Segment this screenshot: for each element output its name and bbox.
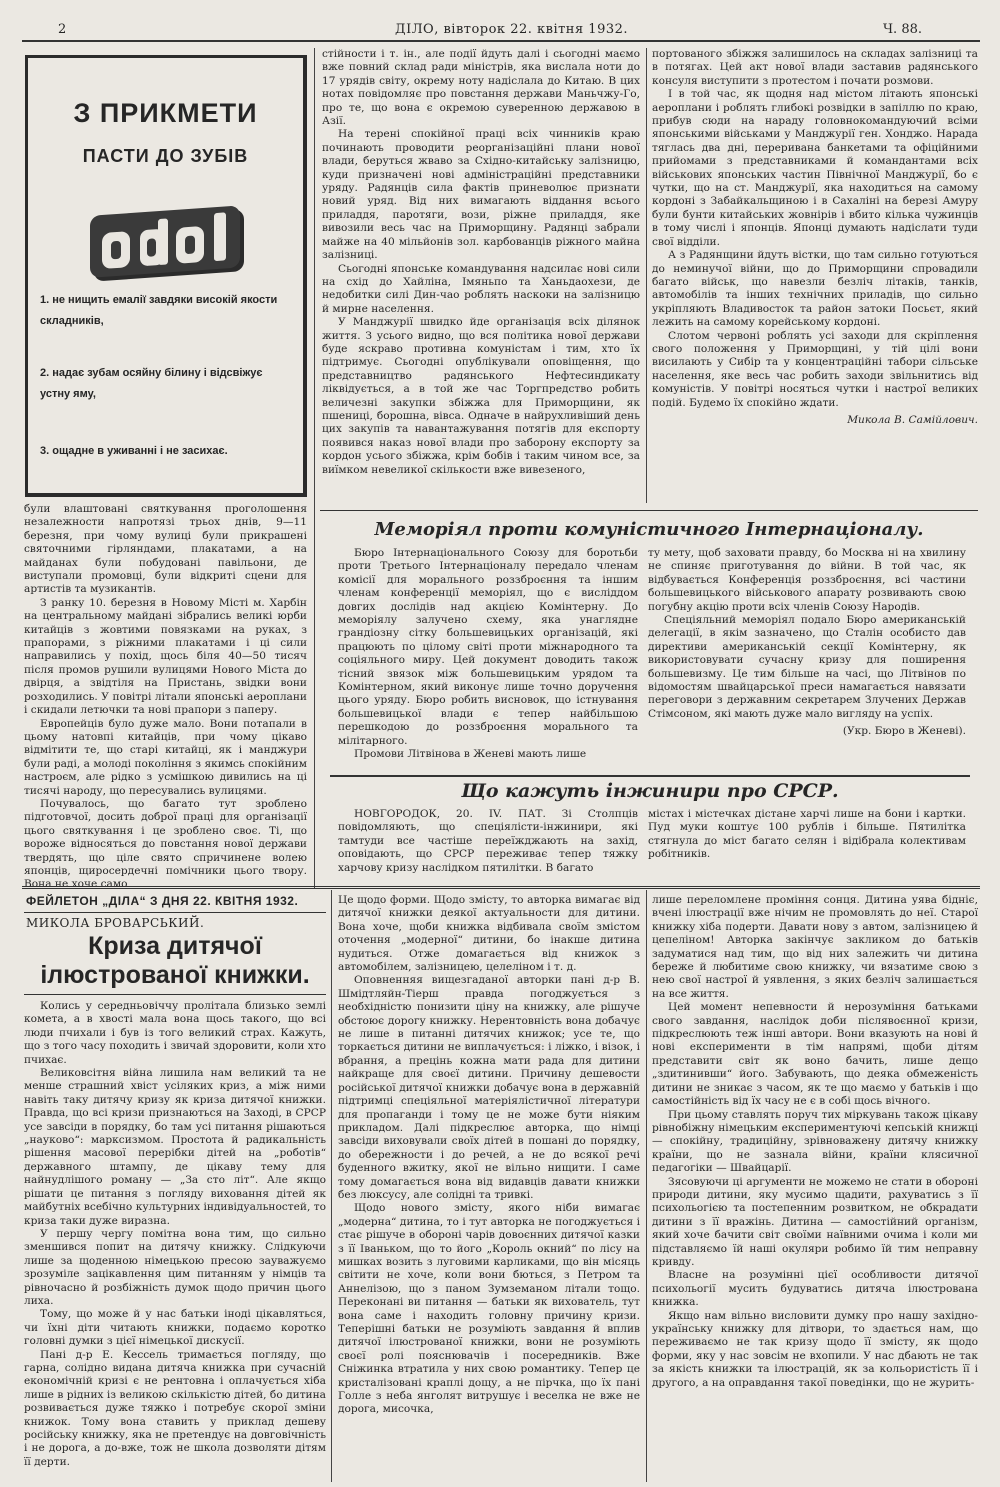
column-rule xyxy=(314,48,315,888)
engineers-title: Що кажуть інжинири про СРСР. xyxy=(461,780,839,802)
paragraph: стійности і т. ін., але події йдуть далі і сьогодні маємо вже повний склад ради міністрів, яка вислала ноти до 17 урядів світу, окрему ноту надіслала до Китаю. В цих нотах повідомляє про повстання держави Маньчжу-Го, про те, що вона є окремою суверенною державою в Азії. xyxy=(322,48,640,128)
ad-item-3: 3. ощадне в уживанні і не засихає. xyxy=(40,445,228,457)
memorial-title: Меморіял проти комуністичного Інтернаціоналу. xyxy=(374,519,924,540)
issue-number: Ч. 88. xyxy=(883,22,922,37)
odol-logo-icon xyxy=(88,198,248,288)
section-rule xyxy=(330,775,970,777)
feuilleton-col-2 xyxy=(338,894,640,1480)
paragraph: Оповненняя вищезгаданої авторки пані д-р В. Шмідтляйн-Тіерш правда погоджується з необхідністю понизити ціну на книжку, але рішуче обстоює дорогу книжку. Нерентовність вона добачує не лише в питанні дитячих книжок; усе те, що торкається дитини не виплачується: і ліжко, і візок, і вбрання, а прецінь кожна мати рада для дитини найкраще для своєї дитини. Причину дешевости російської дитячої книжки добачує вона в державній підтримці спеціяльної матеріялістичної літератури для пропаганди і тому це не може бути ніяким прикладом. Далі підкреслює авторка, що німці завсіди виховували своїх дітей в пошані до порядку, до обережности і до речей, а не до всякої речі буденного вжитку, якої не вільно нищити. І саме тому домагається вона від видавців давати книжки без люксусу, але солідні та тривкі. xyxy=(338,974,640,1201)
paragraph: портованого збіжжя залишилось на складах залізниці та в потягах. Цей акт нової влади заставив радянського консуля виступити з протестом і почати розмови. xyxy=(652,48,978,87)
paragraph: Бюро Інтернаціонального Союзу для боротьби проти Третього Інтернаціоналу передало членам комісії для морального роззброєння та іншим членам конференції меморіял, що є висліддом довгих дослідів над акцією Комінтерну. До меморіялу залучено схему, яка унаглядне грандіозну сітку большевицьких організацій, які працюють по цілому світі проти міжнародного та соціяльного миру. Цей документ доводить також тісний звязок між большевицьким урядом та Комінтерном, який виконує лише точно доручення цього уряду. Бюро робить висновок, що істнування большевицької влади є тепер найбільшою перешкодою до роззброєння морального та мілітарного. xyxy=(338,547,638,747)
paragraph: ту мету, щоб заховати правду, бо Москва ні на хвилину не спиняє приготування до війни. В той час, як відбувається Конференція роззброєння, всі частини большевицького військового апарату розвивають свою погубну акцію проти всіх членів Союзу Народів. xyxy=(648,547,966,613)
article-col-middle xyxy=(322,48,640,502)
newspaper-title: ДІЛО, вівторок 22. квітня 1932. xyxy=(395,22,629,37)
paragraph: Якщо нам вільно висловити думку про нашу західно-українську книжку для дітвори, то здається нам, що переживаємо не так кризу щодо її змісту, як щодо форми, яку у нас зовсім не вхопили. У нас дбають не так за якість книжки та ілюстрацій, як за кольористість її і другого, а на оправдання такої поведінки, що не журить- xyxy=(652,1309,978,1389)
engineers-col-right xyxy=(648,808,966,880)
paragraph: Тому, що може й у нас батьки іноді цікавляться, чи їхні діти читають книжки, подаємо коротко головні думки з цієї німецької дискусії. xyxy=(24,1308,326,1348)
paragraph: Цей момент непевности й нерозуміння батьками свого завдання, наслідок доби післявоєнної кризи, підкреслюють теж інші автори. Вони вказують на нові й нові експерименти в тім напрямі, щоби дітям представити світ як воно бачить, лише дещо „здитинивши“ його. Забувають, що деяка обмеженість дитини не зникає з часом, як те що маємо у батьків і що самостійність від їх часу не є в собі щось вічного. xyxy=(652,1001,978,1108)
ad-subheadline: ПАСТИ ДО ЗУБІВ xyxy=(82,146,249,166)
paragraph: Щодо нового змісту, якого ніби вимагає „модерна“ дитина, то і тут авторка не погоджується і стає рішуче в обороні чарів довоєнних дитячої казки з її Іваньком, що то його „Король окний“ по лісу на мишках возить з луговими карликами, що він місяць світити не хоче, коли вони бються, з Петром та Аннелізою, що з паном Зумземаном літали тощо. Переконані ви питання — батьки як вихователь, тут вона саме і находить головну причину кризи. Теперішні батьки не розуміють завдання й вплив дитячої ілюстрованої книжки, вони не розуміють своєї ролі пояснювачів і посередників. Вже Сніжинка втратила у них свою романтику. Тепер це кристалізовані краплі дощу, а не пірчка, що їх пані Голле з неба янголят витрушує і веселка не вже не дорога, мисочка, xyxy=(338,1202,640,1416)
paragraph: При цьому ставлять поруч тих міркувань також цікаву рівнобіжну німецьким експериментуючі кепській книжці — спокійну, традиційну, зрівноважену дитячу книжку країни, що не зазнала війни, країни клясичної педагогіки — Швайцарії. xyxy=(652,1108,978,1175)
paragraph: І в той час, як щодня над містом літають японські аероплани і роблять глибокі розвідки в запіллю по краю, прибув сюди на нараду головнокомандуючий всіми японськими військами у Манджурії ген. Хонджо. Нарада тяглась два дні, переривана банкетами та офіційними прийомами з представниками й командантами всіх військових японських частин Північної Манджурії, бо є чутки, що на ст. Манджурії, яка находиться на самому кордоні з Забайкальщиною і в Сахаліні на березі Амуру були бунти китайських жовнірів і вбито кілька чужинців в тому числі і японців. Японці думають надіслати туди свої відділи. xyxy=(652,88,978,248)
feuilleton-author: МИКОЛА БРОВАРСЬКИЙ. xyxy=(26,916,205,930)
column-rule xyxy=(646,48,647,503)
paragraph: Власне на розумінні цієї особливости дитячої психольогії мусить будуватись дитяча ілюстрована книжка. xyxy=(652,1269,978,1309)
column-rule xyxy=(646,890,647,1482)
paragraph: Почувалось, що багато тут зроблено підготовчої, досить доброї праці для організації цього святкування і це зроблено своє. Ті, що вороже відносяться до повстання нової держави твердять, що ціле свято спричинене волею японців, щиросердечні помічники цього твору. Вона не хоче само xyxy=(24,797,307,891)
paragraph: Промови Літвінова в Женеві мають лише xyxy=(354,748,587,761)
paragraph: На терені спокійної праці всіх чинників краю починають проводити реорганізаційні плани нової влади, беруться жваво за Східно-китайську залізницю, куди призначені нові адміністраційні представники уряду. Радянців сила фактів приневолює признати новий уряд. Від них вимагають віддання всього приладдя, паротяги, вози, ріжне приладдя, яке вивозили весь час на Приморщину. Радянці забрали майже на 40 мільйонів зол. карбованців ріжного майна залізниці. xyxy=(322,128,640,262)
page-number: 2 xyxy=(58,22,67,37)
paragraph: З ранку 10. березня в Новому Місті м. Харбін на центральному майдані зібрались великі юрби китайців з жовтими повязками на руках, з прапорами, з ріжними плакатами і ці сили направились у похід, щось біля 40—50 тисяч після промов рушили вулицями Нового Міста до двірця, а звідтіля на Пристань, звідки вони розходились. У повітрі літали японські аероплани і скидали летючки та нові прапори з паперу. xyxy=(24,596,307,717)
feuilleton-title-rule xyxy=(24,994,326,995)
paragraph: Европейців було дуже мало. Вони потапали в цьому натовпі китайців, при чому цікаво відмітити те, що старі китайці, як і манджури були раді, а молоді покоління з якимсь спокійним настроєм, але рідко з усмішкою дивились на ці тисячі народу, що пересувались вулицями. xyxy=(24,717,307,797)
article-col-left xyxy=(24,503,307,891)
paragraph: Це щодо форми. Щодо змісту, то авторка вимагає від дитячої книжки деякої актуальности для дитини. Вона хоче, щоби книжка відбивала своїм змістом оточення „модерної“ дитини, бо інакше дитина нудиться. Отже домагається від книжок з автомобілем, залізницею, целеліном і т. д. xyxy=(338,894,640,974)
ad-headline: З ПРИКМЕТИ xyxy=(73,98,258,128)
paragraph: Слотом червоні роблять усі заходи для скріплення свого положення у Приморщині, у тій цілі вони висилають у Сибір та у концентраційні табори сільське населення, яке весь час робить заходи звільнитись від комуністів. У повітрі носяться чутки і настрої великих подій. Будемо їх спокійно ждати. xyxy=(652,329,978,409)
feuilleton-col-3 xyxy=(652,894,978,1480)
memorial-col-right xyxy=(648,547,966,771)
paragraph: Сьогодні японське командування надсилає нові сили на схід до Хайліна, Імяньпо та Ханьдаохези, де недобитки силі Дин-чао роблять наскоки на залізницю й мирне населення. xyxy=(322,262,640,315)
paragraph: У першу чергу помітна вона тим, що сильно зменшився попит на дитячу книжку. Слідкуючи лише за щоденною німецькою пресою зауважуємо зрозуміле зацікавлення цим питанням у німців та рівночасно й розбіжність думок щодо причин цього лиха. xyxy=(24,1227,326,1307)
paragraph: НОВГОРОДОК, 20. IV. ПАТ. Зі Столпців повідомляють, що спеціялісти-інжинири, які тамтуди все частіше переїжджають на захід, оповідають, що СРСР переживає тепер тяжку харчову кризу наслідком пятилітки. В багато xyxy=(338,808,638,874)
section-rule xyxy=(320,510,978,511)
ad-item-2: 2. надає зубам осяйну білину і відсвіжує устну яму, xyxy=(40,367,263,400)
memorial-source: (Укр. Бюро в Женеві). xyxy=(842,725,966,738)
paragraph: Зясовуючи ці аргументи не можемо не стати в обороні природи дитини, яку мусимо щадити, рахуватись з її психольогією та постепенним розвитком, не обкрадати дитини з її вражінь. Дитина — самостійний організм, який хоче бачити світ своїми наївними очима і коли ми підставляємо їй наші окуляри робимо їй тим неправну кривду. xyxy=(652,1175,978,1268)
engineers-col-left xyxy=(338,808,638,880)
odol-ad xyxy=(25,55,307,497)
feuilleton-rule xyxy=(22,886,980,889)
paragraph: А з Радянщини йдуть вістки, що там сильно готуються до неминучої війни, що до Приморщини спровадили багато військ, що навезли безліч літаків, танків, автомобілів та інших технічних приладів, що сильно укріпляють Владивосток та район затоки Посьєт, який лежить на самому корейському кордоні. xyxy=(652,249,978,329)
memorial-col-left xyxy=(338,547,638,771)
paragraph: У Манджурії швидко йде організація всіх ділянок життя. З усього видно, що вся політика нової держави буде яскраво противна комуністам і тим, хто їх підтримує. Сьогодні опублікували оповіщення, що представництво радянського Нефтесиндикату ліквідується, а в той же час Торгпредство робить величезні закупки збіжжа для Приморщини, як пшениці, борошна, вівса. Одначе в найрухливіший день цих закупів та навантажування потягів для експорту появився наказ нової влади про заборону експорту за кордон усього збіжжа, крім бобів і таким чином все, за виїмком невеликої скількости вже вивезеного, xyxy=(322,316,640,476)
paragraph: Пані д-р Е. Кессель тримається погляду, що гарна, солідно видана дитяча книжка при сучасній економічній кризі є не рентовна і оплачується хіба лише в рідних із великою скількістю дітей, бо дитина розвивається дуже тяжко і потребує скорої зміни книжок. Тому вона ставить у приклад дешеву російську книжку, яка не претендує на довговічність і не дорога, а до-вже, тож не школа дозволяти дітям її дерти. xyxy=(24,1348,326,1468)
paragraph: Великовсітня війна лишила нам великий та не менше страшний хвіст усіляких криз, а між ними навіть таку дитячу кризу як криза дитячої книжки. Правда, що всі кризи признаються на Заході, в СРСР усе завсіди в порядку, бо там усі питання рішаються „науково“: марксизмом. Простота й радикальність рішення масової перерібки дітей на „роботів“ державного штампу, де цікаву тему для найнудлішого роману — „За сто літ“. Але якщо рішати це питання з погляду виховання дітей як майбутніх всебічно культурних індивідуальностей, то криза таки дуже виразна. xyxy=(24,1067,326,1227)
article-col-right xyxy=(652,48,978,503)
feuilleton-col-1 xyxy=(24,1000,326,1480)
paragraph: Колись у середньовіччу пролітала близько землі комета, а в хвості мала вона щось такого, що всі люди пчихали і був із того великий страх. Кажуть, що з того часу походить і звичай здоровити, коли хто пчихає. xyxy=(24,1000,326,1066)
ad-item-1: 1. не нищить емалії завдяки високій якости складників, xyxy=(40,294,278,327)
header-rule xyxy=(22,40,980,42)
feuilleton-header: ФЕЙЛЕТОН „ДІЛА“ З ДНЯ 22. КВІТНЯ 1932. xyxy=(26,894,299,908)
paragraph: лише переломлене проміння сонця. Дитина уява бідніє, вчені ілюстрації вже нічим не промовлять до неї. Старої книжку хіба подерти. Давати нову з автом, залізницею й цепеліном! Авторка закінчує закликом до батьків задуматися над тим, що від них залежить чи дитина береже й любитиме свою книжку, чи вязатиме свою з нею свої настрої й уявлення, з яких безліч залишається на все життя. xyxy=(652,894,978,1000)
feuilleton-header-rule xyxy=(24,912,326,913)
paragraph: Спеціяльний меморіял подало Бюро американській делегації, в якім зазначено, що Сталін особисто дав директиви американській секції Комінтерну, як використовувати сучасну кризу для поширення большевизму. Це тим більше на часі, що Літвінов по відомостям швайцарської преси намагається навязати переговори з державним секретарем Злучених Держав Стімсоном, які мають дуже мало вигляду на успіх. xyxy=(648,614,966,720)
feuilleton-title: Криза дитячої ілюстрованої книжки. xyxy=(40,932,310,989)
article-signature: Микола В. Самійлович. xyxy=(847,413,978,426)
paragraph: містах і містечках дістане харчі лише на бони і картки. Пуд муки коштує 100 рублів і більше. Пятилітка стягнула до міст багато селян і відібрала колективам робітників. xyxy=(648,808,966,861)
paragraph: були влаштовані святкування проголошення незалежности напротязі трьох днів, 9—11 березня, при чому вулиці були прикрашені святочними гірляндами, плакатами, а на майданах були побудовані павільони, де виступали промовці, були відкриті сцени для артистів та музикантів. xyxy=(24,503,307,596)
column-rule xyxy=(331,890,332,1482)
